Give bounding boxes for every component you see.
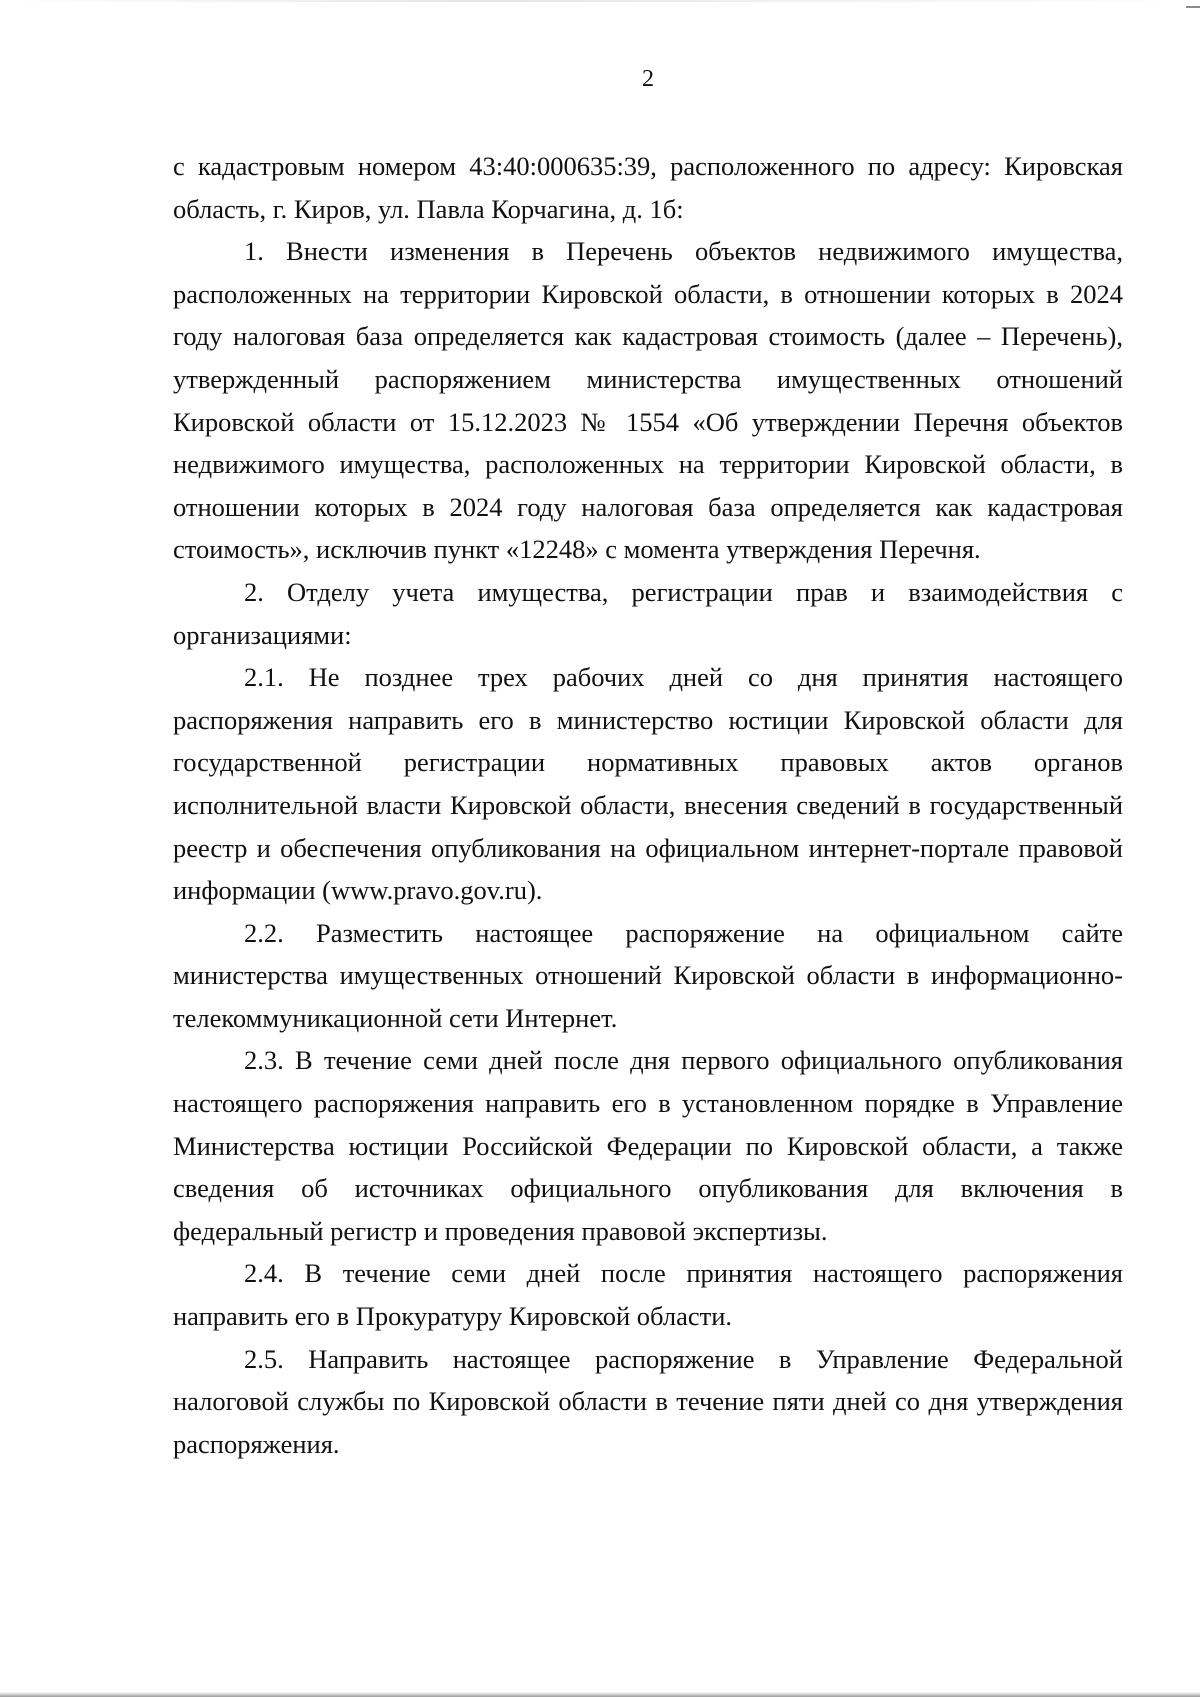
scan-edge-top <box>0 0 1200 2</box>
paragraph-item-2-2: 2.2. Разместить настоящее распоряжение на официальном сайте министерства имущественных отношений Кировской области в информационно-телекоммуникационной сети Интернет. <box>173 917 1123 1033</box>
paragraph-item-1: 1. Внести изменения в Перечень объектов недвижимого имущества, расположенных на территории Кировской области, в отношении которых в 2024 году налоговая база определяется как кадастровая стоимость (далее – Перечень), утвержденный распоряжением министерства имущественных отношений Кировской области от 15.12.2023 № 1554 «Об утверждении Перечня объектов недвижимого имущества, расположенных на территории Кировской области, в отношении которых в 2024 году налоговая база определяется как кадастровая стоимость», исключив пункт «12248» с момента утверждения Перечня. <box>173 236 1123 565</box>
scan-edge-bottom <box>0 1692 1200 1697</box>
paragraph-item-2-5: 2.5. Направить настоящее распоряжение в Управление Федеральной налоговой службы по Кировской области в течение пяти дней со дня утверждения распоряжения. <box>173 1343 1123 1459</box>
paragraph-item-2-4: 2.4. В течение семи дней после принятия настоящего распоряжения направить его в Прокуратуру Кировской области. <box>173 1258 1123 1332</box>
paragraph-item-2-3: 2.3. В течение семи дней после дня первого официального опубликования настоящего распоряжения направить его в установленном порядке в Управление Министерства юстиции Российской Федерации по Кировской области, а также сведения об источниках официального опубликования для включения в федеральный регистр и проведения правовой экспертизы. <box>173 1045 1123 1246</box>
paragraph-item-2-1: 2.1. Не позднее трех рабочих дней со дня принятия настоящего распоряжения направить его в министерство юстиции Кировской области для государственной регистрации нормативных правовых актов органов исполнительной власти Кировской области, внесения сведений в государственный реестр и обеспечения опубликования на официальном интернет-портале правовой информации (www.pravo.gov.ru). <box>173 662 1123 906</box>
paragraph-item-2: 2. Отделу учета имущества, регистрации прав и взаимодействия с организациями: <box>173 576 1123 650</box>
document-body <box>173 145 1123 1465</box>
scan-edge-mark <box>1186 6 1200 8</box>
paragraph-intro: с кадастровым номером 43:40:000635:39, расположенного по адресу: Кировская область, г. Киров, ул. Павла Корчагина, д. 1б: <box>173 151 1123 224</box>
page-number: 2 <box>642 66 654 92</box>
